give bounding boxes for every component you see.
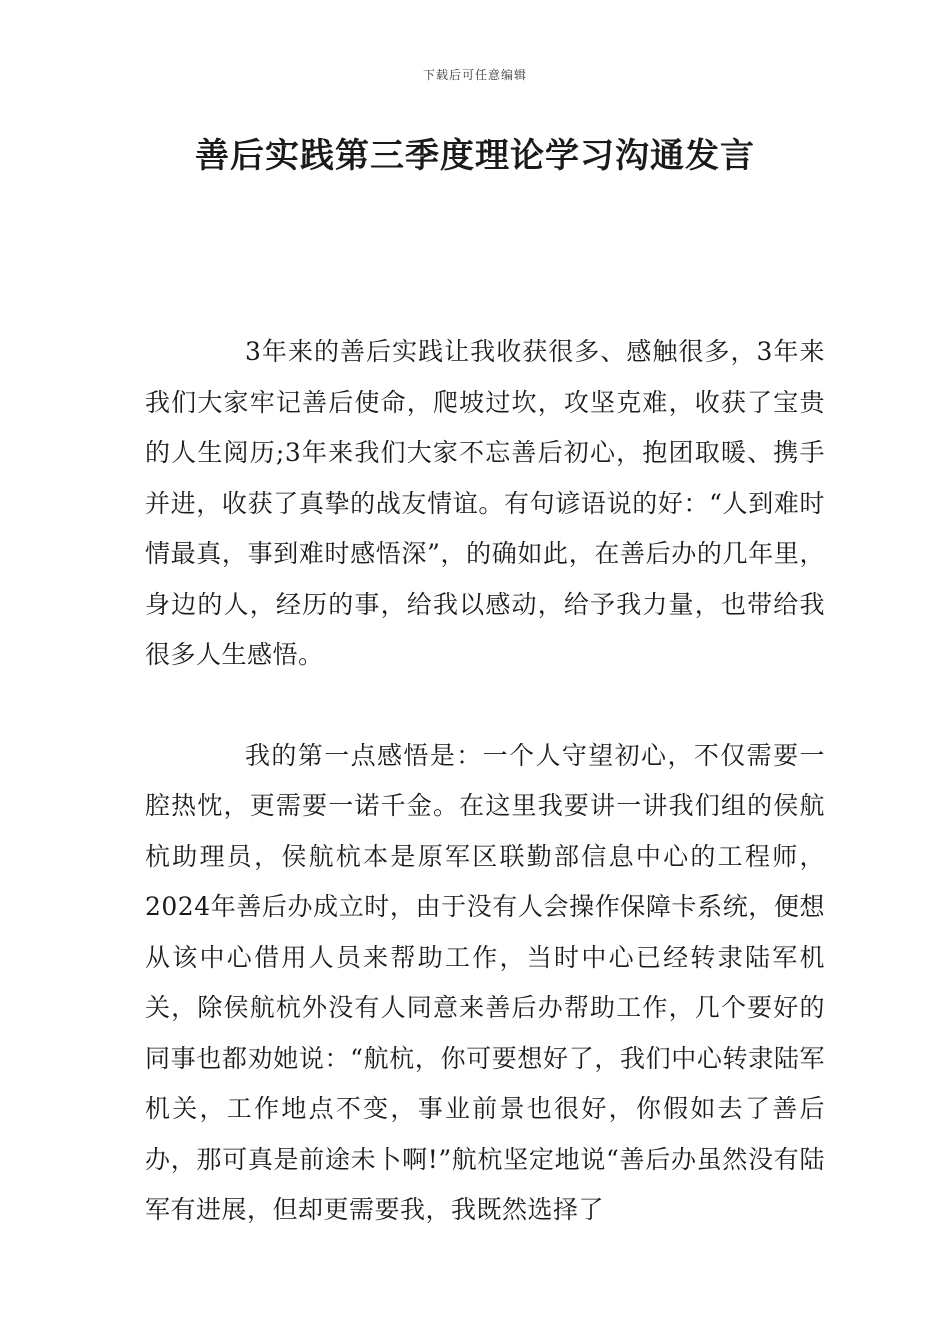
document-title: 善后实践第三季度理论学习沟通发言	[195, 136, 755, 176]
header-note: 下载后可任意编辑	[422, 68, 527, 82]
document-body	[145, 327, 825, 1236]
paragraph-2: 我的第一点感悟是：一个人守望初心，不仅需要一腔热忱，更需要一诺千金。在这里我要讲一讲我们组的侯航杭助理员，侯航杭本是原军区联勤部信息中心的工程师，2024年善后办成立时，由于没有人会操作保障卡系统，便想从该中心借用人员来帮助工作，当时中心已经转隶陆军机关，除侯航杭外没有人同意来善后办帮助工作，几个要好的同事也都劝她说：“航杭，你可要想好了，我们中心转隶陆军机关，工作地点不变，事业前景也很好，你假如去了善后办，那可真是前途未卜啊!”航杭坚定地说“善后办虽然没有陆军有进展，但却更需要我，我既然选择了	[145, 740, 825, 1224]
paragraph-1: 3年来的善后实践让我收获很多、感触很多，3年来我们大家牢记善后使命，爬坡过坎，攻坚克难，收获了宝贵的人生阅历;3年来我们大家不忘善后初心，抱团取暖、携手并进，收获了真挚的战友情谊。有句谚语说的好：“人到难时情最真，事到难时感悟深”，的确如此，在善后办的几年里，身边的人，经历的事，给我以感动，给予我力量，也带给我很多人生感悟。	[145, 337, 825, 669]
